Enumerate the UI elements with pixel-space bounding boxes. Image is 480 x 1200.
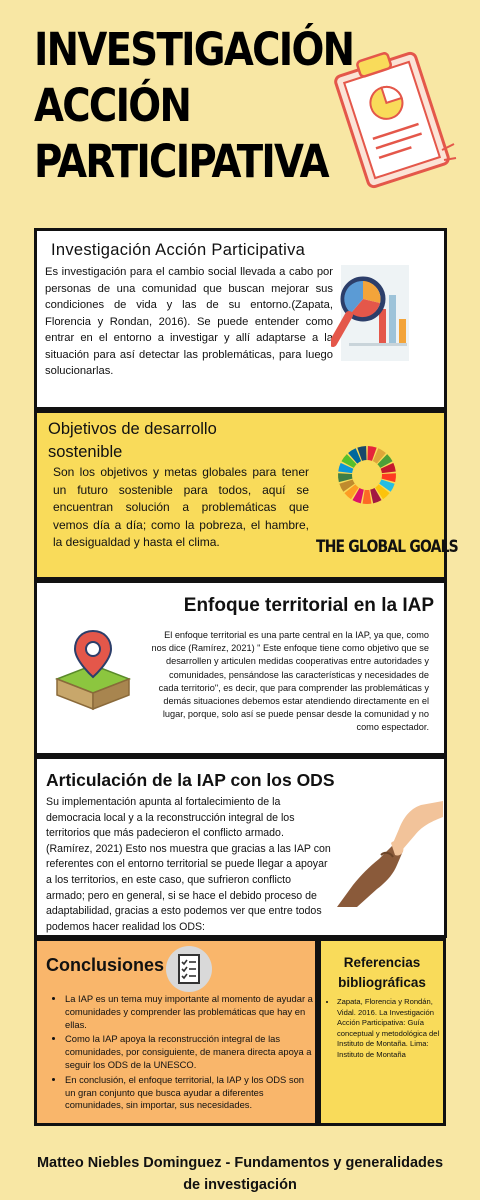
global-goals-wheel-icon [337, 445, 397, 505]
conclusion-item: • Como la IAP apoya la reconstrucción integral de las comunidades, por consiguiente, de manera directa apoya a seguir los ODS de la UNESCO. [65, 1033, 315, 1071]
section-iap-heading: Investigación Acción Participativa [51, 241, 306, 259]
footer-credit [0, 1152, 480, 1196]
section-articulacion [34, 756, 447, 938]
section-ods-heading [48, 418, 217, 464]
section-ods-body: Son los objetivos y metas globales para tener un futuro sostenible para todos, aquí se encuentran solución a problemáticas que vemos día a día; como la pobreza, el hambre, la desigualdad y hasta el clima. [53, 465, 309, 549]
conclusions-list [51, 993, 315, 1114]
section-iap-body: Es investigación para el cambio social llevada a cabo por personas de una comunidad que buscan mejorar sus condiciones de vida y las de su entorno.(Zapata, Florencia y Rondan, 2016). Se puede entender como entrar en el entorno a investigar y allí adaptarse a la situación para así detectar las problemáticas, para luego solucionarlas. [45, 266, 333, 377]
section-territorial-body: El enfoque territorial es una parte central en la IAP, ya que, como nos dice (Ramírez, 2021) " Este enfoque tiene como objetivo que se desarrollen y articulen medidas cooperativas entre autoridades y comunidades, pensándose las características y necesidades de cada territorio", es decir, que para comprender las problemáticas y demás situaciones debemos estar atendiendo directamente en el lugar, porque, solo así se puede pensar desde la comunidad y no como espectador. [151, 630, 429, 733]
footer-line-1: Matteo Niebles Dominguez - Fundamentos y generalidades [36, 1155, 444, 1171]
title-line-1: INVESTIGACIÓN [34, 23, 354, 76]
section-ods [34, 410, 458, 580]
section-ods-heading-line-1: Objetivos de desarrollo [48, 420, 217, 438]
footer-line-2: de investigación [183, 1177, 297, 1193]
section-conclusions [34, 938, 318, 1126]
title-line-3: PARTICIPATIVA [34, 135, 328, 188]
wheel-segment [363, 490, 372, 504]
references-heading-line-1: Referencias [343, 955, 421, 970]
section-territorial [34, 580, 447, 756]
conclusion-item: • La IAP es un tema muy importante al momento de ayudar a comunidades y comprender las problemáticas que hay en ellas. [65, 993, 315, 1031]
clipboard-chart-icon [322, 40, 462, 200]
magnifier-chart-icon [331, 265, 413, 369]
section-references [318, 938, 446, 1126]
section-articulacion-heading: Articulación de la IAP con los ODS [46, 770, 335, 790]
references-heading [321, 953, 443, 993]
conclusions-heading: Conclusiones [46, 955, 165, 975]
section-iap [34, 228, 447, 410]
references-list [323, 997, 441, 1063]
reference-item: • Zapata, Florencia y Rondán, Vidal. 2016. La Investigación Acción Participativa: Guía conceptual y metodológica del Instituto de Montaña. Lima: Instituto de Montaña [337, 997, 441, 1061]
handshake-icon [333, 795, 445, 911]
references-heading-line-2: bibliográficas [338, 975, 426, 990]
global-goals-logo-text: THE GLOBAL GOALS [316, 537, 458, 557]
section-articulacion-body: Su implementación apunta al fortalecimiento de la democracia local y a la reconstrucción integral de los territorios que más padecieron el conflicto armado. (Ramírez, 2021) Esto nos muestra que gracias a las IAP con referentes con el entorno territorial se puede llegar a apoyar a los territorios, en este caso, que sufrieron conflicto armado; pero en general, si se hace el debido proceso de adaptabilidad, gracias a esto podemos ver que entre todos podemos hacer realidad los ODS: [46, 796, 331, 933]
map-pin-icon [51, 623, 135, 715]
title-line-2: ACCIÓN [34, 79, 191, 132]
page-title [34, 22, 354, 190]
document-icon [165, 945, 213, 993]
section-ods-heading-line-2: sostenible [48, 443, 123, 461]
section-territorial-heading: Enfoque territorial en la IAP [183, 595, 434, 616]
conclusion-item: • En conclusión, el enfoque territorial, la IAP y los ODS son un gran conjunto que busca ayudar a diferentes comunidades, sin importar, sus necesidades. [65, 1074, 315, 1112]
